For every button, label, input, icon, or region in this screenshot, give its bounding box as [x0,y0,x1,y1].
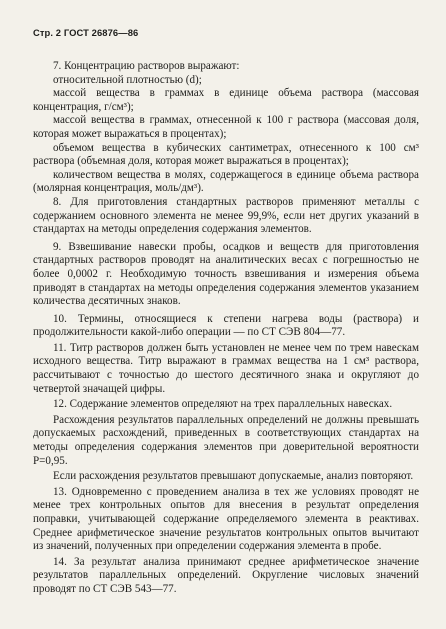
paragraph-8: 8. Для приготовления стандартных растворов применяют металлы с содержанием основного элемента не менее 99,9%, если нет других указаний в стандартах на методы определения содержания элементов. [33,195,419,236]
paragraph-12-repeat: Если расхождения результатов превышают допускаемые, анализ повторяют. [53,470,414,483]
paragraph-10: 10. Термины, относящиеся к степени нагрева воды (раствора) и продолжительности какой-либо операции — по СТ СЭВ 804—77. [33,312,419,339]
paragraph-9: 9. Взвешивание навески пробы, осадков и веществ для приготовления стандартных растворов проводят на аналитических весах с погрешностью не более 0,0002 г. Необходимую точность взвешивания и измерения объема приводят в стандартах на методы определения содержания элементов указанием количества десятичных знаков. [33,240,419,308]
list-item-density: относительной плотностью (d); [53,73,202,86]
paragraph-14: 14. За результат анализа принимают среднее арифметическое значение результатов параллельных определений. Округление числовых значений проводят по СТ СЭВ 543—77. [33,555,419,595]
list-item-mass-fraction: массой вещества в граммах, отнесенной к 100 г раствора (массовая доля, которая может выражаться в процентах); [33,114,419,140]
list-item-molar-concentration: количеством вещества в молях, содержащегося в единице объема раствора (молярная концентрация, моль/дм³). [33,168,419,195]
paragraph-7-intro: 7. Концентрацию растворов выражают: [53,60,240,72]
page-header: Стр. 2 ГОСТ 26876—86 [33,27,139,38]
list-item-volume-fraction: объемом вещества в кубических сантиметрах, отнесенного к 100 см³ раствора (объемная доля, которая может выражаться в процентах); [33,141,419,168]
paragraph-11: 11. Титр растворов должен быть установлен не менее чем по трем навескам исходного вещества. Титр выражают в граммах вещества на 1 см³ раствора, рассчитывают с точностью до шестого десятичного знака и округляют до четвертой значащей цифры. [33,341,419,395]
document-body [33,60,419,597]
paragraph-12: 12. Содержание элементов определяют на трех параллельных навесках. [53,398,393,411]
paragraph-13: 13. Одновременно с проведением анализа в тех же условиях проводят не менее трех контрольных опытов для внесения в результат определения поправки, учитывающей содержание определяемого элемента в реактивах. Среднее арифметическое значение результатов контрольных опытов вычитают из значений, полученных при определении содержания элемента в пробе. [33,485,419,553]
list-item-mass-concentration: массой вещества в граммах в единице объема раствора (массовая концентрация, г/см³); [33,87,419,113]
paragraph-12-discrepancy: Расхождения результатов параллельных определений не должны превышать допускаемых расхождений, приведенных в соответствующих стандартах на методы определения содержания элементов при доверительной вероятности P=0,95. [33,413,419,467]
